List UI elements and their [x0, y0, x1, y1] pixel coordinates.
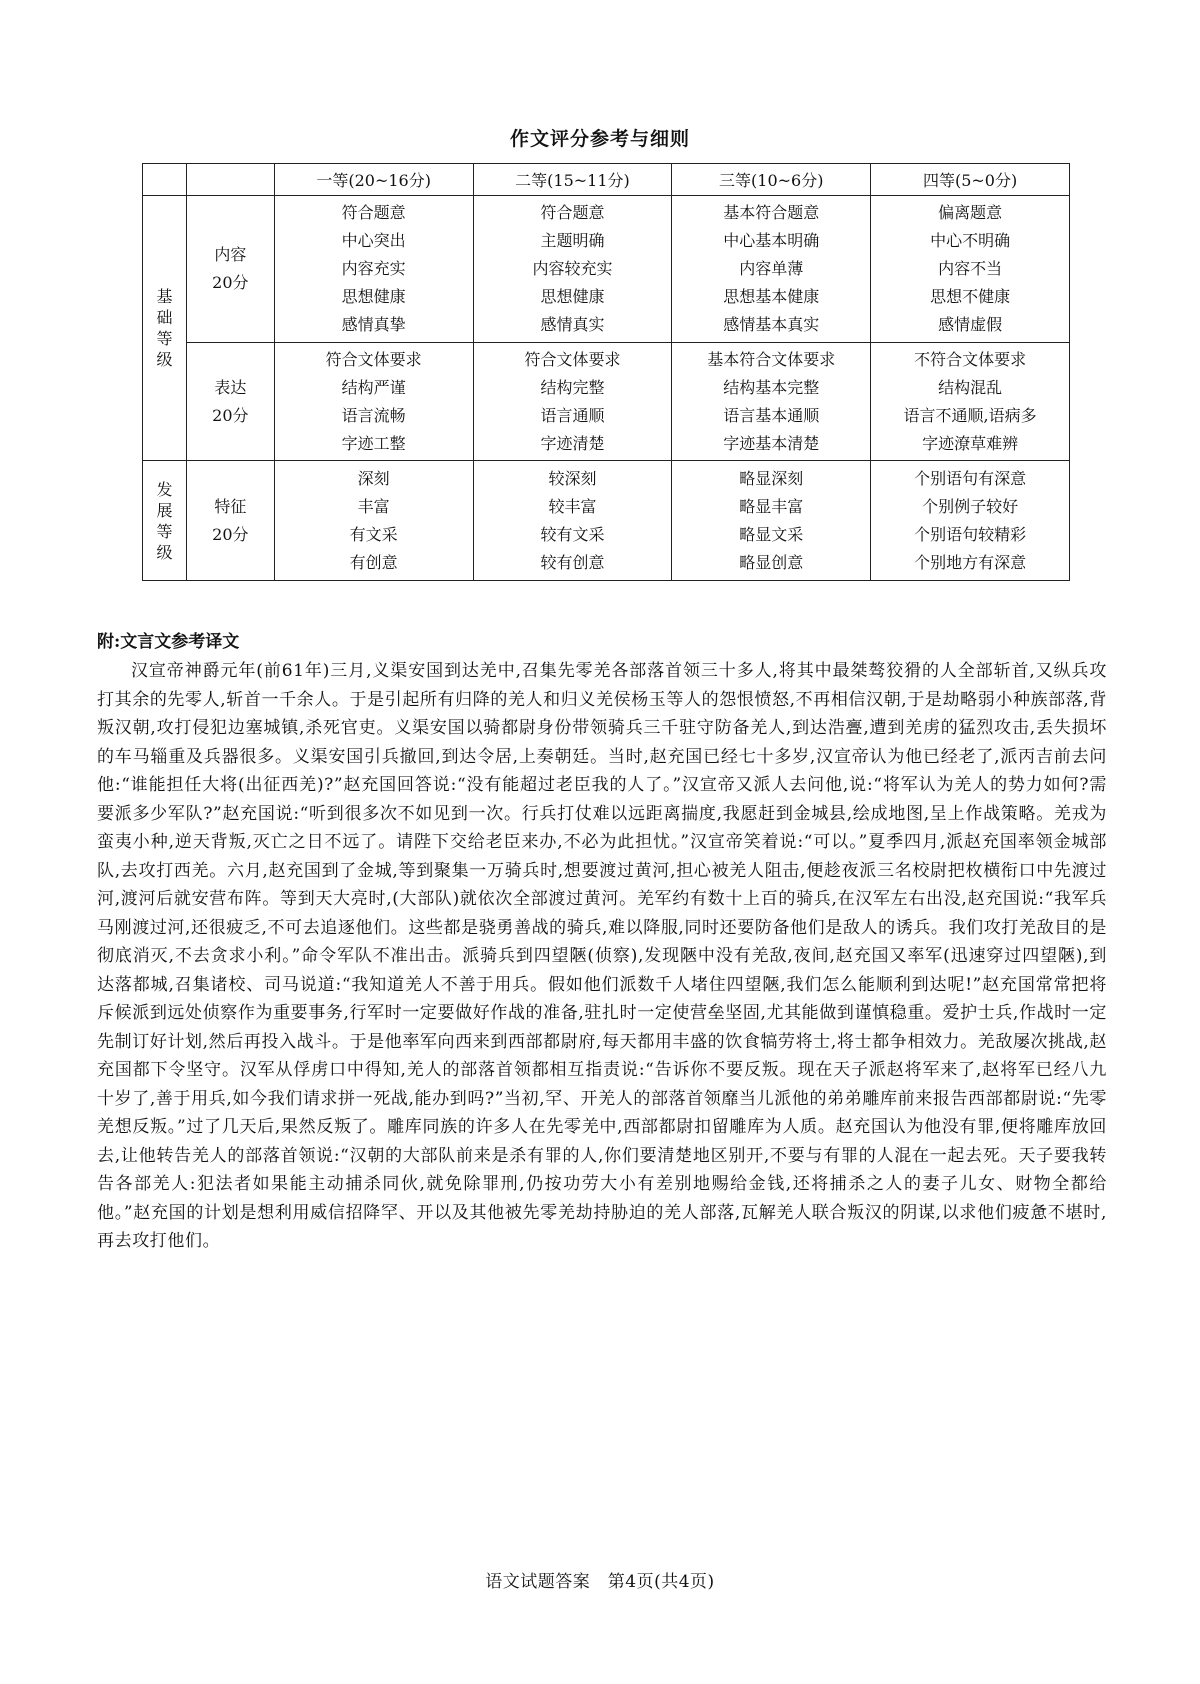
group-label-basic: [143, 196, 187, 461]
criteria-item: 字迹工整: [341, 433, 406, 453]
criteria-item: 字迹基本清楚: [723, 433, 820, 453]
criteria-item: 略显丰富: [739, 496, 804, 516]
criteria-item: 语言基本通顺: [723, 405, 820, 425]
row-label-text: 内容: [214, 245, 247, 264]
criteria-item: 较深刻: [548, 468, 597, 488]
criteria-item: 较丰富: [548, 496, 597, 516]
criteria-item: 有文采: [349, 524, 398, 544]
criteria-item: 主题明确: [540, 231, 605, 250]
criteria-item: 符合题意: [341, 203, 406, 222]
criteria-item: 思想基本健康: [723, 287, 820, 306]
criteria-item: 较有创意: [540, 552, 605, 572]
scoring-table: [142, 163, 1070, 581]
group-char: 级: [156, 542, 173, 562]
criteria-cell: [871, 343, 1070, 461]
criteria-item: 结构基本完整: [723, 377, 820, 397]
criteria-item: 内容充实: [341, 259, 406, 278]
criteria-item: 感情基本真实: [723, 315, 820, 334]
row-label-content: [186, 196, 274, 343]
criteria-item: 符合题意: [540, 203, 605, 222]
criteria-item: 深刻: [357, 468, 390, 488]
criteria-item: 略显文采: [739, 524, 804, 544]
criteria-item: 感情真实: [540, 315, 605, 334]
group-char: 等: [156, 329, 173, 348]
criteria-item: 略显创意: [739, 552, 804, 572]
row-label-features: [186, 461, 274, 581]
criteria-cell: [274, 196, 473, 343]
group-char: 基: [156, 287, 173, 306]
criteria-item: 有创意: [349, 552, 398, 572]
criteria-item: 符合文体要求: [524, 349, 621, 369]
group-char: 等: [156, 521, 173, 541]
group-char: 展: [156, 500, 173, 520]
criteria-item: 个别语句有深意: [914, 468, 1027, 488]
criteria-item: 结构严谨: [341, 377, 406, 397]
criteria-item: 略显深刻: [739, 468, 804, 488]
level-header: 二等(15~11分): [473, 164, 672, 196]
criteria-item: 不符合文体要求: [914, 349, 1027, 369]
criteria-item: 中心基本明确: [723, 231, 820, 250]
row-label-text: 特征: [214, 496, 247, 516]
criteria-cell: [473, 196, 672, 343]
criteria-item: 感情真挚: [341, 315, 406, 334]
row-label-score: 20分: [212, 405, 249, 425]
criteria-cell: [871, 461, 1070, 581]
criteria-cell: [473, 461, 672, 581]
level-header: 三等(10~6分): [672, 164, 871, 196]
table-row: [143, 343, 1070, 461]
criteria-cell: [274, 461, 473, 581]
criteria-item: 思想健康: [341, 287, 406, 306]
row-label-score: 20分: [212, 524, 249, 544]
criteria-cell: [672, 196, 871, 343]
row-label-score: 20分: [212, 273, 249, 292]
criteria-item: 个别例子较好: [922, 496, 1019, 516]
criteria-item: 语言通顺: [540, 405, 605, 425]
criteria-item: 思想不健康: [930, 287, 1011, 306]
criteria-cell: [672, 461, 871, 581]
level-header: 一等(20~16分): [274, 164, 473, 196]
table-header-row: [143, 164, 1070, 196]
table-title: 作文评分参考与细则: [509, 128, 690, 150]
criteria-item: 内容较充实: [532, 259, 613, 278]
criteria-item: 语言不通顺,语病多: [903, 405, 1037, 425]
group-char: 级: [156, 350, 173, 369]
criteria-item: 思想健康: [540, 287, 605, 306]
criteria-item: 个别语句较精彩: [914, 524, 1027, 544]
criteria-item: 字迹潦草难辨: [922, 433, 1019, 453]
criteria-item: 语言流畅: [341, 405, 406, 425]
group-label-development: [143, 461, 187, 581]
translation-paragraph: 汉宣帝神爵元年(前61年)三月,义渠安国到达羌中,召集先零羌各部落首领三十多人,将其中最桀骜狡猾的人全部斩首,又纵兵攻打其余的先零人,斩首一千余人。于是引起所有归降的羌人和归义羌侯杨玉等人的怨恨愤怒,不再相信汉朝,于是劫略弱小种族部落,背叛汉朝,攻打侵犯边塞城镇,杀死官吏。义渠安国以骑都尉身份带领骑兵三千驻守防备羌人,到达浩亹,遭到羌虏的猛烈攻击,丢失损坏的车马辎重及兵器很多。义渠安国引兵撤回,到达令居,上奏朝廷。当时,赵充国已经七十多岁,汉宣帝认为他已经老了,派丙吉前去问他:“谁能担任大将(出征西羌)?”赵充国回答说:“没有能超过老臣我的人了。”汉宣帝又派人去问他,说:“将军认为羌人的势力如何?需要派多少军队?”赵充国说:“听到很多次不如见到一次。行兵打仗难以远距离揣度,我愿赶到金城县,绘成地图,呈上作战策略。羌戎为蛮夷小种,逆天背叛,灭亡之日不远了。请陛下交给老臣来办,不必为此担忧。”汉宣帝笑着说:“可以。”夏季四月,派赵充国率领金城部队,去攻打西羌。六月,赵充国到了金城,等到聚集一万骑兵时,想要渡过黄河,担心被羌人阻击,便趁夜派三名校尉把枚横衔口中先渡过河,渡河后就安营布阵。等到天大亮时,(大部队)就依次全部渡过黄河。羌军约有数十上百的骑兵,在汉军左右出没,赵充国说:“我军兵马刚渡过河,还很疲乏,不可去追逐他们。这些都是骁勇善战的骑兵,难以降服,同时还要防备他们是敌人的诱兵。我们攻打羌敌目的是彻底消灭,不去贪求小利。”命令军队不准出击。派骑兵到四望陿(侦察),发现陿中没有羌敌,夜间,赵充国又率军(迅速穿过四望陿),到达落都城,召集诸校、司马说道:“我知道羌人不善于用兵。假如他们派数千人堵住四望陿,我们怎么能顺利到达呢!”赵充国常常把将斥候派到远处侦察作为重要事务,行军时一定要做好作战的准备,驻扎时一定使营垒坚固,尤其能做到谨慎稳重。爱护士兵,作战时一定先制订好计划,然后再投入战斗。于是他率军向西来到西部都尉府,每天都用丰盛的饮食犒劳将士,将士都争相效力。羌敌屡次挑战,赵充国都下令坚守。汉军从俘虏口中得知,羌人的部落首领都相互指责说:“告诉你不要反叛。现在天子派赵将军来了,赵将军已经八九十岁了,善于用兵,如今我们请求拼一死战,能办到吗?”当初,罕、开羌人的部落首领靡当儿派他的弟弟雕库前来报告西部都尉说:“先零羌想反叛。”过了几天后,果然反叛了。雕库同族的许多人在先零羌中,西部都尉扣留雕库为人质。赵充国认为他没有罪,便将雕库放回去,让他转告羌人的部落首领说:“汉朝的大部队前来是杀有罪的人,你们要清楚地区别开,不要与有罪的人混在一起去死。天子要我转告各部羌人:犯法者如果能主动捕杀同伙,就免除罪刑,仍按功劳大小有差别地赐给金钱,还将捕杀之人的妻子儿女、财物全都给他。”赵充国的计划是想利用威信招降罕、开以及其他被先零羌劫持胁迫的羌人部落,瓦解羌人联合叛汉的阴谋,以求他们疲惫不堪时,再去攻打他们。: [97, 661, 1107, 1251]
criteria-item: 感情虚假: [938, 315, 1003, 334]
criteria-item: 中心突出: [341, 231, 406, 250]
table-row: [143, 461, 1070, 581]
criteria-item: 丰富: [357, 496, 390, 516]
criteria-item: 基本符合文体要求: [707, 349, 836, 369]
page-footer: 语文试题答案 第4页(共4页): [485, 1572, 715, 1592]
criteria-cell: [274, 343, 473, 461]
criteria-cell: [672, 343, 871, 461]
criteria-item: 内容单薄: [739, 259, 804, 278]
header-blank-cell: [143, 164, 187, 196]
criteria-item: 基本符合题意: [723, 203, 820, 222]
criteria-item: 内容不当: [938, 259, 1003, 278]
group-char: 发: [156, 479, 173, 499]
criteria-item: 偏离题意: [938, 203, 1003, 222]
row-label-expression: [186, 343, 274, 461]
row-label-text: 表达: [214, 377, 247, 397]
criteria-item: 字迹清楚: [540, 433, 605, 453]
criteria-item: 结构混乱: [938, 377, 1003, 397]
appendix-heading: 附:文言文参考译文: [97, 632, 240, 652]
criteria-cell: [871, 196, 1070, 343]
table-row: [143, 196, 1070, 343]
criteria-item: 中心不明确: [930, 231, 1011, 250]
criteria-cell: [473, 343, 672, 461]
criteria-item: 个别地方有深意: [914, 552, 1027, 572]
level-header: 四等(5~0分): [871, 164, 1070, 196]
group-char: 础: [156, 308, 173, 327]
criteria-item: 较有文采: [540, 524, 605, 544]
criteria-item: 符合文体要求: [325, 349, 422, 369]
header-blank-cell: [186, 164, 274, 196]
criteria-item: 结构完整: [540, 377, 605, 397]
